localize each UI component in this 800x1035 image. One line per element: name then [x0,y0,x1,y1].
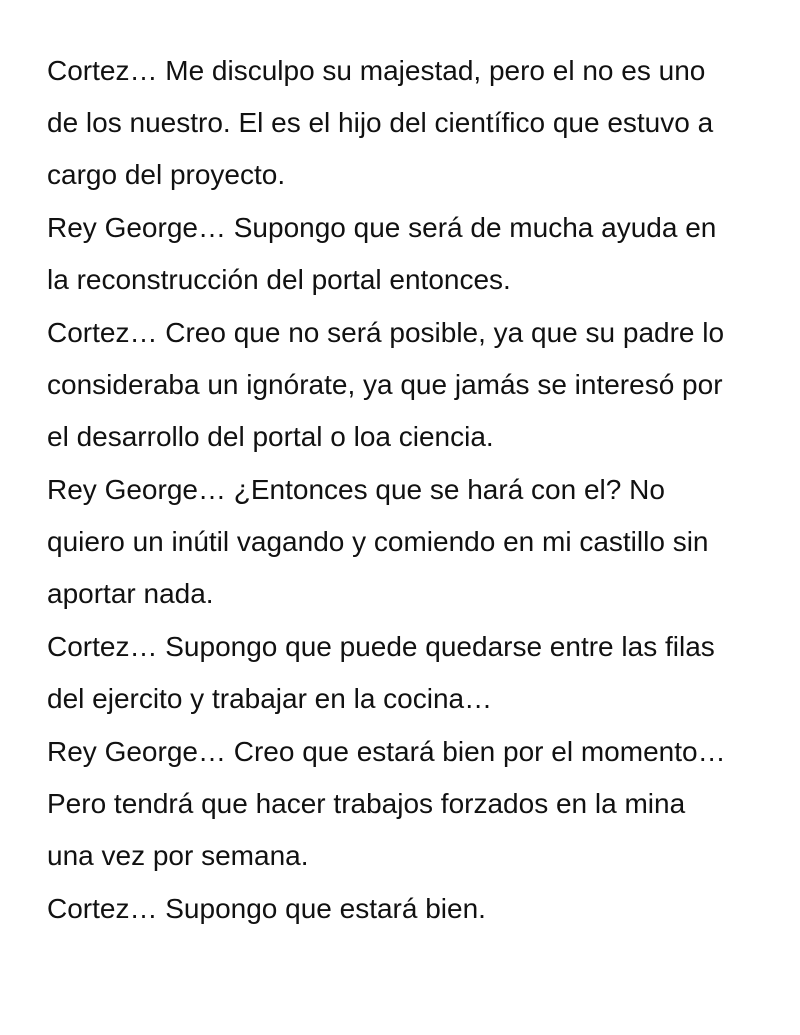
text-line: del ejercito y trabajar en la cocina… [47,683,493,714]
dialogue-paragraph [47,202,757,306]
dialogue-paragraph [47,883,757,935]
document-page [47,45,757,936]
dialogue-paragraph [47,45,757,201]
text-line: la reconstrucción del portal entonces. [47,264,511,295]
text-line: Cortez… Supongo que puede quedarse entre las filas [47,631,715,662]
text-line: Rey George… Creo que estará bien por el momento… [47,736,726,767]
text-line: Rey George… Supongo que será de mucha ayuda en [47,212,717,243]
text-line: Cortez… Supongo que estará bien. [47,893,486,924]
text-line: una vez por semana. [47,840,309,871]
text-line: Rey George… ¿Entonces que se hará con el? No [47,474,665,505]
text-line: cargo del proyecto. [47,159,286,190]
dialogue-paragraph [47,307,757,463]
dialogue-paragraph [47,464,757,620]
dialogue-paragraph [47,621,757,725]
text-line: el desarrollo del portal o loa ciencia. [47,421,494,452]
text-line: quiero un inútil vagando y comiendo en mi castillo sin [47,526,709,557]
dialogue-paragraph [47,726,757,882]
text-line: Pero tendrá que hacer trabajos forzados en la mina [47,788,686,819]
text-line: consideraba un ignórate, ya que jamás se interesó por [47,369,723,400]
text-line: de los nuestro. El es el hijo del científico que estuvo a [47,107,714,138]
text-line: Cortez… Creo que no será posible, ya que su padre lo [47,317,725,348]
text-line: Cortez… Me disculpo su majestad, pero el no es uno [47,55,706,86]
text-line: aportar nada. [47,578,214,609]
